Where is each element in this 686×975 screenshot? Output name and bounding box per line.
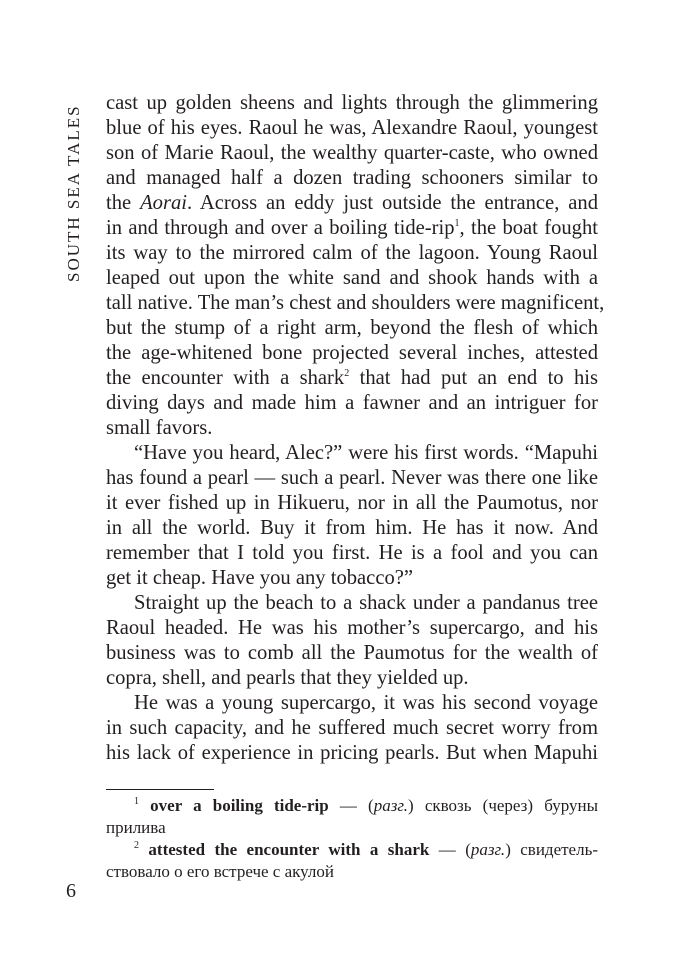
text-line: the age-whitened bone projected several inches, attested	[106, 342, 598, 364]
text-line: blue of his eyes. Raoul he was, Alexandre Raoul, youngest	[106, 117, 598, 139]
text-line: get it cheap. Have you any tobacco?”	[106, 567, 414, 589]
footnote-line: прилива	[106, 818, 166, 837]
footnote-gloss: ) свидетель-	[505, 840, 598, 859]
footnote-marker: 1	[454, 218, 460, 229]
body-text	[106, 91, 605, 766]
footnote-number: 2	[134, 840, 139, 851]
footnote-line	[106, 839, 598, 861]
text-segment: . Across an eddy just outside the entrance, and	[187, 192, 598, 214]
page-number: 6	[66, 880, 76, 902]
text-line: its way to the mirrored calm of the lagoon. Young Raoul	[106, 242, 598, 264]
footnote-label: разг.	[373, 796, 409, 815]
text-line: small favors.	[106, 417, 213, 439]
text-line: business was to comb all the Paumotus for the wealth of	[106, 642, 598, 664]
text-segment: the encounter with a shark	[106, 367, 345, 389]
text-line: his lack of experience in pricing pearls. But when Mapuhi	[106, 742, 598, 764]
footnote-label: разг.	[470, 840, 506, 859]
text-line: tall native. The man’s chest and shoulders were magnificent,	[106, 292, 605, 314]
footnote-dash: — (	[429, 840, 471, 859]
footnote-term: attested the encounter with a shark	[148, 840, 430, 859]
text-line: leaped out upon the white sand and shook hands with a	[106, 267, 598, 289]
text-line: it ever fished up in Hikueru, nor in all the Paumotus, nor	[106, 492, 598, 514]
text-segment: the	[106, 192, 141, 214]
text-line	[106, 216, 598, 241]
text-line: but the stump of a right arm, beyond the flesh of which	[106, 317, 598, 339]
text-line: has found a pearl — such a pearl. Never was there one like	[106, 467, 598, 489]
footnote-marker: 2	[344, 368, 350, 379]
text-segment: that had put an end to his	[349, 367, 598, 389]
footnote-line	[106, 795, 598, 817]
running-head: SOUTH SEA TALES	[64, 104, 83, 282]
text-line: son of Marie Raoul, the wealthy quarter-caste, who owned	[106, 142, 598, 164]
text-line: “Have you heard, Alec?” were his first words. “Mapuhi	[134, 442, 598, 464]
text-line	[106, 191, 598, 216]
text-segment: , the boat fought	[459, 217, 598, 239]
text-line: in all the world. Buy it from him. He has it now. And	[106, 517, 598, 539]
text-line: Straight up the beach to a shack under a pandanus tree	[134, 592, 598, 614]
text-line: He was a young supercargo, it was his second voyage	[134, 692, 598, 714]
text-line	[106, 366, 598, 391]
text-line: diving days and made him a fawner and an intriguer for	[106, 392, 598, 414]
text-line: Raoul headed. He was his mother’s supercargo, and his	[106, 617, 598, 639]
footnote-gloss: ) сквозь (через) буруны	[408, 796, 598, 815]
text-line: and managed half a dozen trading schooners similar to	[106, 167, 598, 189]
ship-name: Aorai	[140, 192, 187, 214]
text-line: remember that I told you first. He is a fool and you can	[106, 542, 598, 564]
text-segment: in and through and over a boiling tide-rip	[106, 217, 455, 239]
footnote-number: 1	[134, 796, 139, 807]
footnote-term: over a boiling tide-rip	[150, 796, 329, 815]
text-line: cast up golden sheens and lights through the glimmering	[106, 92, 598, 114]
text-line: copra, shell, and pearls that they yielded up.	[106, 667, 469, 689]
text-line: in such capacity, and he suffered much secret worry from	[106, 717, 598, 739]
footnote-line: ствовало о его встрече с акулой	[106, 862, 334, 881]
footnote-dash: — (	[328, 796, 374, 815]
footnote-divider	[106, 789, 214, 790]
footnotes	[106, 795, 598, 883]
